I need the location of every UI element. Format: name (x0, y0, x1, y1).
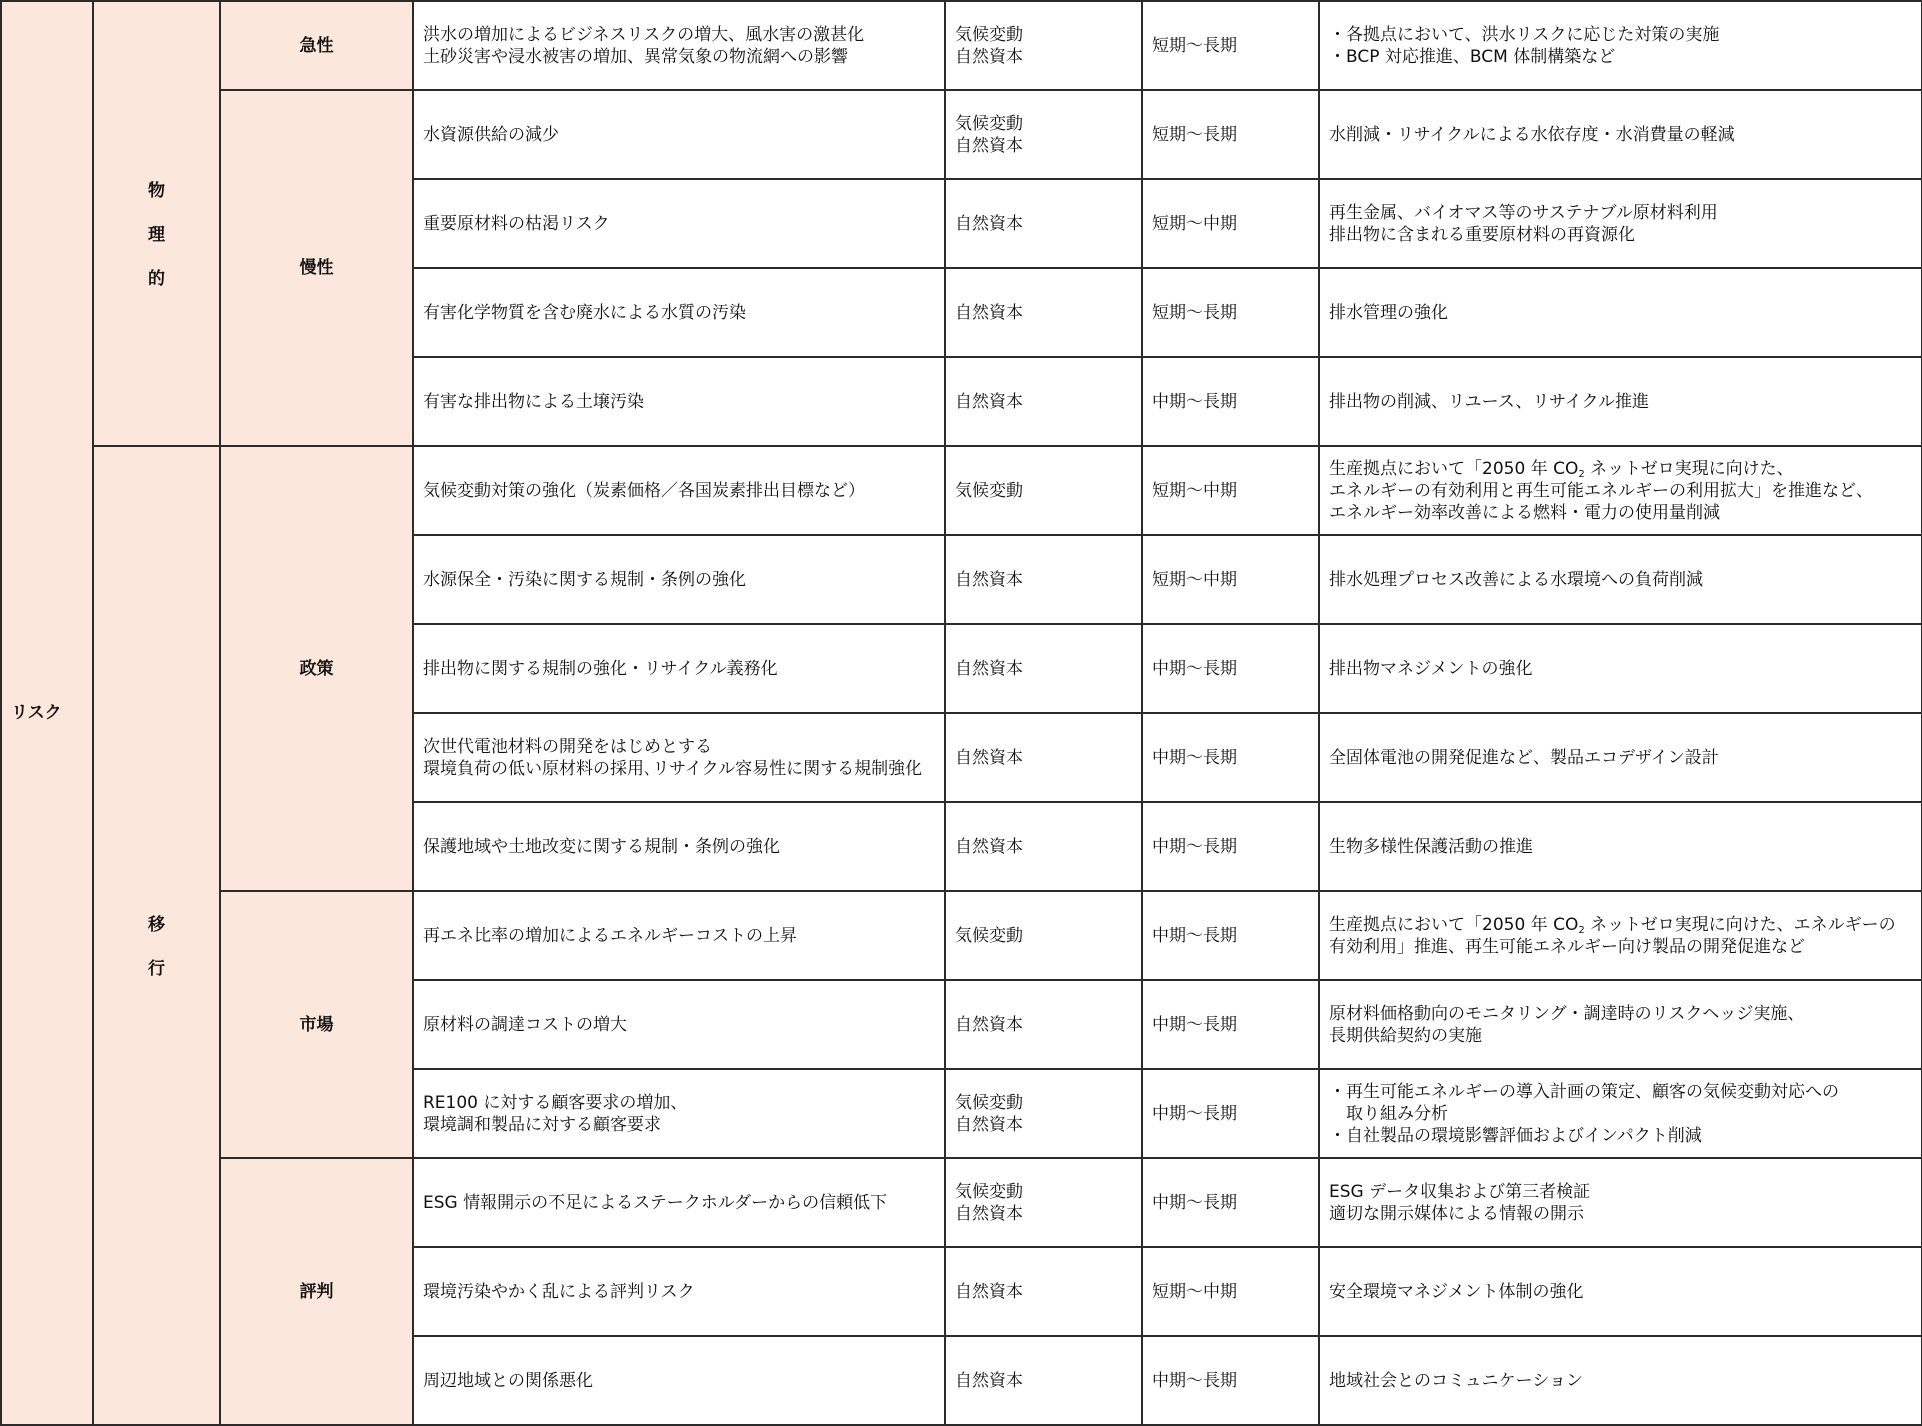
table-row (1, 1, 1922, 90)
term-cell: 中期〜長期 (1142, 713, 1319, 802)
risk-cell: 保護地域や土地改変に関する規制・条例の強化 (413, 802, 945, 891)
theme-cell: 気候変動 自然資本 (945, 1, 1142, 90)
risk-cell: 原材料の調達コストの増大 (413, 980, 945, 1069)
term-cell: 中期〜長期 (1142, 1336, 1319, 1425)
theme-cell: 自然資本 (945, 357, 1142, 446)
table-row (1, 446, 1922, 535)
measure-cell: 排水処理プロセス改善による水環境への負荷削減 (1319, 535, 1922, 624)
theme-cell: 自然資本 (945, 980, 1142, 1069)
measure-cell: ・再生可能エネルギーの導入計画の策定、顧客の気候変動対応への 取り組み分析 ・自社製品の環境影響評価およびインパクト削減 (1319, 1069, 1922, 1158)
risk-cell: 有害化学物質を含む廃水による水質の汚染 (413, 268, 945, 357)
theme-cell: 気候変動 自然資本 (945, 90, 1142, 179)
risk-cell: 重要原材料の枯渇リスク (413, 179, 945, 268)
term-cell: 中期〜長期 (1142, 802, 1319, 891)
type-transition-char: 移 (148, 914, 165, 935)
sub-market-cell (220, 891, 413, 1158)
measure-text-pre: 生産拠点において「2050 年 CO (1329, 914, 1579, 935)
measure-cell: 生物多様性保護活動の推進 (1319, 802, 1922, 891)
category-cell (1, 1, 93, 1425)
theme-cell: 自然資本 (945, 179, 1142, 268)
measure-cell (1319, 891, 1922, 980)
measure-cell: ESG データ収集および第三者検証 適切な開示媒体による情報の開示 (1319, 1158, 1922, 1247)
measure-cell: 再生金属、バイオマス等のサステナブル原材料利用 排出物に含まれる重要原材料の再資源化 (1319, 179, 1922, 268)
sub-acute-cell (220, 1, 413, 90)
type-physical-char: 物 (148, 180, 165, 201)
theme-cell: 気候変動 (945, 446, 1142, 535)
measure-cell: 排出物の削減、リユース、リサイクル推進 (1319, 357, 1922, 446)
measure-text-sub: 2 (1578, 924, 1585, 936)
type-transition-label (148, 892, 165, 1002)
measure-cell: 全固体電池の開発促進など、製品エコデザイン設計 (1319, 713, 1922, 802)
measure-cell: 原材料価格動向のモニタリング・調達時のリスクヘッジ実施、 長期供給契約の実施 (1319, 980, 1922, 1069)
term-cell: 短期〜中期 (1142, 446, 1319, 535)
theme-cell: 気候変動 自然資本 (945, 1158, 1142, 1247)
measure-text-pre: 生産拠点において「2050 年 CO (1329, 458, 1579, 479)
theme-cell: 気候変動 自然資本 (945, 1069, 1142, 1158)
risk-cell: ESG 情報開示の不足によるステークホルダーからの信頼低下 (413, 1158, 945, 1247)
type-physical-cell (93, 1, 220, 446)
measure-cell: 地域社会とのコミュニケーション (1319, 1336, 1922, 1425)
theme-cell: 自然資本 (945, 268, 1142, 357)
theme-cell: 自然資本 (945, 1247, 1142, 1336)
sub-chronic-label: 慢性 (299, 258, 334, 278)
term-cell: 短期〜中期 (1142, 535, 1319, 624)
table-row (1, 1158, 1922, 1247)
sub-acute-label: 急性 (299, 35, 334, 56)
theme-cell: 自然資本 (945, 624, 1142, 713)
type-physical-char: 理 (148, 224, 165, 245)
risk-cell: 排出物に関する規制の強化・リサイクル義務化 (413, 624, 945, 713)
measure-text-post: ネットゼロ実現に向けた、エネルギーの 有効利用」推進、再生可能エネルギー向け製品の開発促進など (1329, 914, 1896, 957)
risk-cell: 周辺地域との関係悪化 (413, 1336, 945, 1425)
type-transition-char: 行 (148, 958, 165, 979)
term-cell: 中期〜長期 (1142, 1158, 1319, 1247)
term-cell: 短期〜中期 (1142, 179, 1319, 268)
theme-cell: 自然資本 (945, 713, 1142, 802)
theme-cell: 気候変動 (945, 891, 1142, 980)
type-physical-label (148, 158, 165, 312)
sub-market-label: 市場 (299, 1014, 334, 1035)
risk-cell: 次世代電池材料の開発をはじめとする 環境負荷の低い原材料の採用､リサイクル容易性に関する規制強化 (413, 713, 945, 802)
term-cell: 短期〜長期 (1142, 1, 1319, 90)
measure-cell: 水削減・リサイクルによる水依存度・水消費量の軽減 (1319, 90, 1922, 179)
table-row (1, 90, 1922, 179)
measure-cell: 安全環境マネジメント体制の強化 (1319, 1247, 1922, 1336)
sub-reputation-label: 評判 (299, 1281, 334, 1302)
term-cell: 中期〜長期 (1142, 357, 1319, 446)
category-label: リスク (11, 703, 62, 723)
sub-policy-cell (220, 446, 413, 891)
term-cell: 中期〜長期 (1142, 1069, 1319, 1158)
term-cell: 中期〜長期 (1142, 624, 1319, 713)
risk-cell: 水源保全・汚染に関する規制・条例の強化 (413, 535, 945, 624)
table-row (1, 891, 1922, 980)
sub-policy-label: 政策 (299, 658, 334, 679)
risk-cell: RE100 に対する顧客要求の増加、 環境調和製品に対する顧客要求 (413, 1069, 945, 1158)
risk-cell: 環境汚染やかく乱による評判リスク (413, 1247, 945, 1336)
sub-chronic-cell (220, 90, 413, 446)
theme-cell: 自然資本 (945, 802, 1142, 891)
risk-cell: 再エネ比率の増加によるエネルギーコストの上昇 (413, 891, 945, 980)
risk-cell: 水資源供給の減少 (413, 90, 945, 179)
measure-text-post: ネットゼロ実現に向けた、 エネルギーの有効利用と再生可能エネルギーの利用拡大」を推進など、 エネルギー効率改善による燃料・電力の使用量削減 (1329, 458, 1873, 523)
theme-cell: 自然資本 (945, 1336, 1142, 1425)
risk-cell: 洪水の増加によるビジネスリスクの増大、風水害の激甚化 土砂災害や浸水被害の増加、異常気象の物流網への影響 (413, 1, 945, 90)
term-cell: 短期〜長期 (1142, 90, 1319, 179)
sub-reputation-cell (220, 1158, 413, 1425)
term-cell: 中期〜長期 (1142, 891, 1319, 980)
type-physical-char: 的 (148, 268, 165, 289)
term-cell: 中期〜長期 (1142, 980, 1319, 1069)
risk-cell: 有害な排出物による土壌汚染 (413, 357, 945, 446)
risk-cell: 気候変動対策の強化（炭素価格／各国炭素排出目標など） (413, 446, 945, 535)
measure-text-sub: 2 (1578, 468, 1585, 480)
term-cell: 短期〜長期 (1142, 268, 1319, 357)
type-transition-cell (93, 446, 220, 1425)
term-cell: 短期〜中期 (1142, 1247, 1319, 1336)
measure-cell (1319, 446, 1922, 535)
measure-cell: 排水管理の強化 (1319, 268, 1922, 357)
measure-cell: ・各拠点において、洪水リスクに応じた対策の実施 ・BCP 対応推進、BCM 体制構築など (1319, 1, 1922, 90)
theme-cell: 自然資本 (945, 535, 1142, 624)
measure-cell: 排出物マネジメントの強化 (1319, 624, 1922, 713)
